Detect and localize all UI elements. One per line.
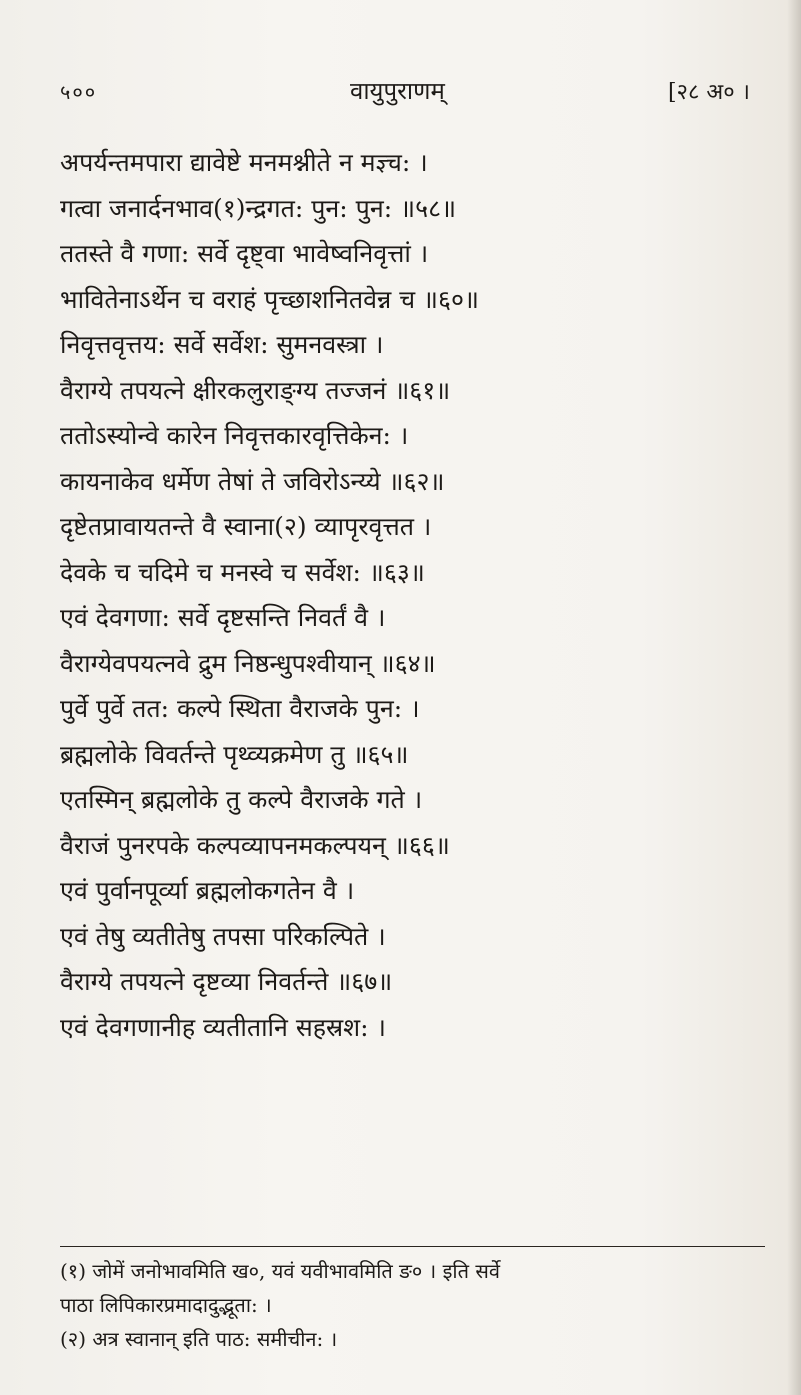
verse-line: वैराग्ये तपयत्ने दृष्टव्या निवर्तन्ते ॥६७॥ (60, 967, 393, 996)
chapter-reference: [२८ अ० । (667, 80, 750, 105)
verse-line: निवृत्तवृत्तय: सर्वे सर्वेश: सुमनवस्त्रा । (60, 330, 384, 359)
verse-line: गत्वा जनार्दनभाव(१)न्द्रगत: पुन: पुन: ॥५८॥ (60, 193, 457, 223)
verse-line: एवं पुर्वानपूर्व्या ब्रह्मलोकगतेन वै । (60, 876, 355, 905)
verse-line: कायनाकेव धर्मेण तेषां ते जविरोऽन्य्ये ॥६२॥ (60, 466, 445, 496)
verse-line: अपर्यन्तमपारा द्यावेष्टे मनमश्नीते न मज्ञ्च: । (60, 148, 428, 177)
verse-line: देवके च चदिमे च मनस्वे च सर्वेश: ॥६३॥ (60, 557, 425, 587)
verse-line: एवं देवगणा: सर्वे दृष्टसन्ति निवर्तं वै । (60, 603, 386, 632)
verse-block (60, 140, 770, 1050)
running-title: वायुपुराणम् (350, 77, 445, 105)
verse-line: पुर्वे पुर्वे तत: कल्पे स्थिता वैराजके पुन: । (60, 694, 420, 723)
verse-line: ततोऽस्योन्वे कारेन निवृत्तकारवृत्तिकेन: । (60, 421, 409, 450)
verse-line: भावितेनाऽर्थेन च वराहं पृच्छाशनितवेन्न च ॥६०॥ (60, 284, 480, 314)
verse-line: ब्रह्मलोके विवर्तन्ते पृथ्व्यक्रमेण तु ॥६५॥ (60, 739, 409, 769)
verse-line: दृष्टेतप्रावायतन्ते वै स्वाना(२) व्यापृरवृत्तत । (60, 512, 432, 541)
page-number: ५०० (60, 80, 98, 104)
verse-line: ततस्ते वै गणा: सर्वे दृष्ट्वा भावेष्वनिवृत्तां । (60, 239, 429, 268)
page-header (60, 74, 750, 114)
verse-line: वैराजं पुनरपके कल्पव्यापनमकल्पयन् ॥६६॥ (60, 830, 450, 860)
footnote-divider (60, 1246, 765, 1247)
page-edge-shadow (787, 0, 801, 1395)
verse-line: एतस्मिन् ब्रह्मलोके तु कल्पे वैराजके गते । (60, 785, 423, 814)
verse-line: वैराग्येवपयत्नवे द्रुम निष्ठन्धुपश्वीयान् ॥६४॥ (60, 648, 436, 678)
verse-line: वैराग्ये तपयत्ने क्षीरकलुराङ्ग्य तज्जनं ॥६१॥ (60, 375, 451, 405)
footnote-line: (२) अत्र स्वानान् इति पाठ: समीचीन: । (60, 1327, 338, 1351)
footnote-line: (१) जोमें जनोभावमिति ख०, यवं यवीभावमिति ङ० । इति सर्वे (60, 1259, 500, 1283)
footnote-line: पाठा लिपिकारप्रमादादुद्भूता: । (60, 1293, 272, 1317)
verse-line: एवं देवगणानीह व्यतीतानि सहस्रश: । (60, 1012, 387, 1042)
verse-line: एवं तेषु व्यतीतेषु तपसा परिकल्पिते । (60, 921, 386, 951)
footnotes (60, 1254, 770, 1356)
